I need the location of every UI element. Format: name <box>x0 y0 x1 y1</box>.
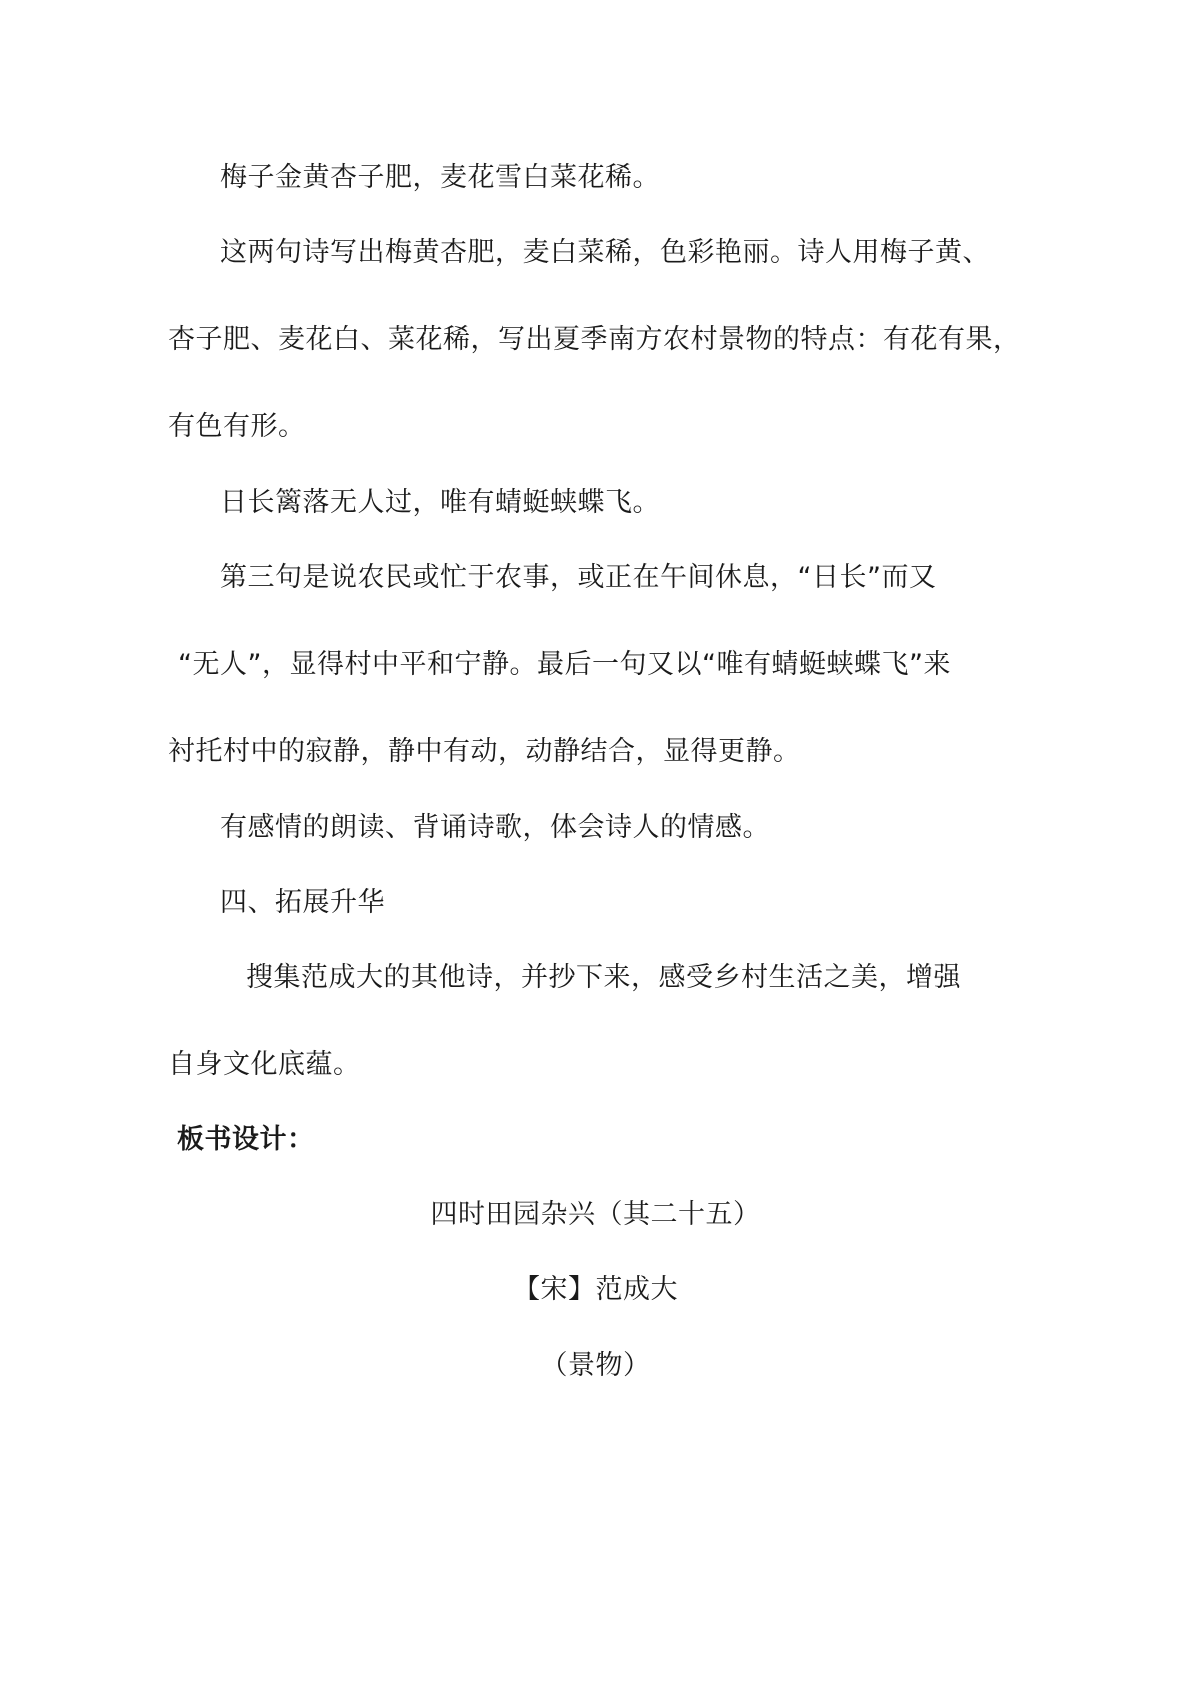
poem-line-2: 日长篱落无人过，唯有蜻蜓蛱蝶飞。 <box>220 487 660 518</box>
board-poem-title: 四时田园杂兴（其二十五） <box>430 1199 761 1230</box>
paragraph-line: “无人”，显得村中平和宁静。最后一句又以“唯有蜻蜓蛱蝶飞”来 <box>178 649 951 680</box>
board-design-heading: 板书设计： <box>177 1124 315 1155</box>
paragraph-line: 第三句是说农民或忙于农事，或正在午间休息，“日长”而又 <box>220 562 937 593</box>
paragraph-line: 杏子肥、麦花白、菜花稀，写出夏季南方农村景物的特点：有花有果， <box>168 324 1021 355</box>
board-poem-author: 【宋】范成大 <box>513 1274 678 1305</box>
section-heading: 四、拓展升华 <box>220 887 385 918</box>
board-note: （景物） <box>540 1350 651 1381</box>
paragraph-line: 这两句诗写出梅黄杏肥，麦白菜稀，色彩艳丽。诗人用梅子黄、 <box>220 237 990 268</box>
paragraph-line: 有色有形。 <box>168 411 306 442</box>
paragraph-line: 搜集范成大的其他诗，并抄下来，感受乡村生活之美，增强 <box>246 962 961 993</box>
paragraph-line: 衬托村中的寂静，静中有动，动静结合，显得更静。 <box>168 736 801 767</box>
paragraph-line: 自身文化底蕴。 <box>168 1049 361 1080</box>
poem-line-1: 梅子金黄杏子肥，麦花雪白菜花稀。 <box>220 162 660 193</box>
paragraph-line: 有感情的朗读、背诵诗歌，体会诗人的情感。 <box>220 812 770 843</box>
